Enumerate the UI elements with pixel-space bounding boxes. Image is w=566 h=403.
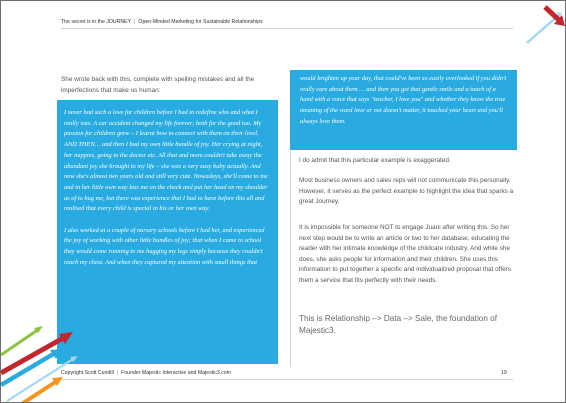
footer-copyright: Copyright Scott Cundill: [61, 370, 114, 376]
decorative-arrows-bottom-icon: [1, 319, 85, 403]
decorative-arrows-top-icon: [521, 1, 565, 45]
page-number: 19: [501, 370, 507, 376]
quote-paragraph-2: I also worked at a couple of nursery schools before I had her, and experienced the joy of working with other little bundles of joy; that when I came to school they would come running to me hugging my legs simply because they couldn't reach my chest. And when they captured my attention with small things that: [64, 226, 265, 266]
quote-paragraph-1: I never had such a love for children before I had to redefine who and what I really was. A car accident changed my life forever; both for the good too. My passion for children grew – I learnt how to connect with them on their level. AND THEN… and then I had my own little bundle of joy. Her crying at night, her nappies, going to the doctor etc. All that and more couldn't take away the abundant joy she brought to my life – she was a very easy baby actually. And now she's almost two years old and still very cute. Nowadays, she'll come to me and in her little own way kiss me on the check and put her head on my shoulder as of to hug me, but there was experience that I had to have before this all and realised that every child is special in his or her own way.: [64, 109, 268, 213]
header-separator: |: [134, 19, 136, 25]
summary-statement: This is Relationship –> Data –> Sale, the foundation of Majestic3.: [299, 314, 497, 335]
header-subtitle: Open-Minded Marketing for Sustainable Relationships: [138, 19, 263, 25]
body-paragraph-3: It is impossible for someone NOT to engage Juani after writing this. So her next step would be to write an article or two to her database, educating the reader with her intimate knowledge of the childcare industry. And while she does, she asks people for information and their children. She uses this information to put together a specific and individualized proposal that offers them a service that fits perfectly with their needs.: [299, 224, 511, 284]
footer-company: Founder Majestic Interactive and Majestic3.com: [121, 370, 231, 376]
quote-continuation: would brighten up your day, that could've been so easily overlooked if you didn't really care about them … and then you get that gentle smile and a touch of a hand with a voice that says "teacher, I love you" and whether they know the true meaning of the word love or not doesn't matter, it touched your heart and you'll always love them.: [300, 75, 507, 125]
page-footer: [61, 370, 231, 376]
paragraph-gap: [64, 215, 271, 226]
quote-box-right: [290, 70, 517, 150]
intro-paragraph: She wrote back with this, complete with spelling mistakes and all the imperfections that make us human:: [61, 76, 255, 94]
header-divider: [61, 28, 513, 29]
body-paragraph-1: I do admit that this particular example is exaggerated.: [299, 157, 451, 164]
footer-separator: |: [116, 370, 119, 376]
column-divider: [290, 151, 291, 367]
body-paragraph-2: Most business owners and sales reps will not communicate this personally. However, it serves as the perfect example to highlight the idea that sparks a great Journey.: [299, 177, 514, 205]
footer-divider: [61, 379, 513, 380]
quote-box-left: [57, 100, 278, 364]
header-title: The secret is in the JOURNEY: [61, 19, 132, 25]
page-header: [61, 19, 263, 25]
